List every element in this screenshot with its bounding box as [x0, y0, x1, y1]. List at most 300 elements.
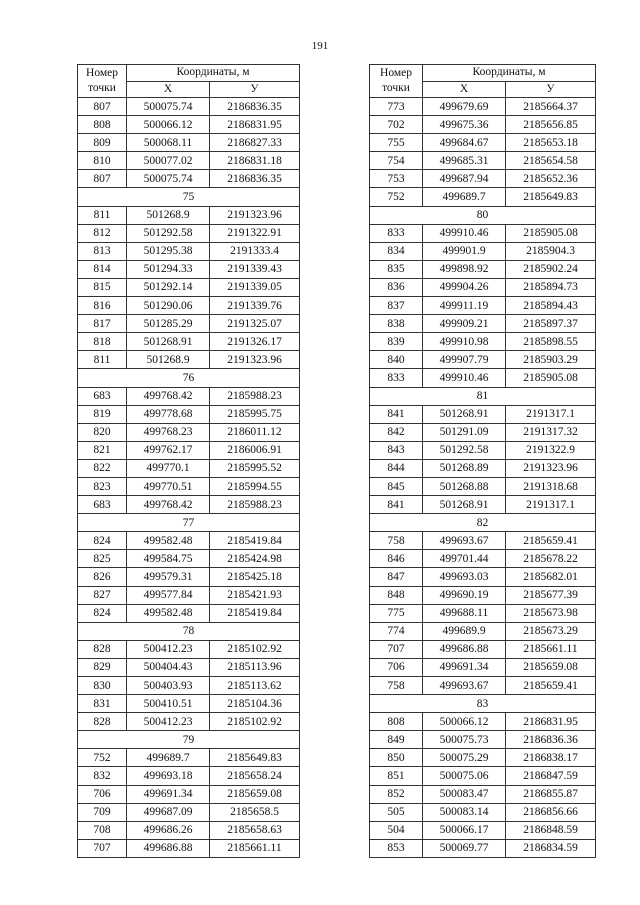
point-number-cell: 844 [370, 459, 423, 477]
y-coordinate-cell: 2185673.29 [506, 622, 596, 640]
x-coordinate-cell: 499909.21 [423, 315, 506, 333]
point-number-cell: 775 [370, 604, 423, 622]
y-coordinate-cell: 2185424.98 [210, 550, 300, 568]
point-number-cell: 829 [78, 658, 127, 676]
x-coordinate-cell: 499689.9 [423, 622, 506, 640]
y-coordinate-cell: 2186827.33 [210, 134, 300, 152]
table-row [370, 98, 596, 116]
point-number-cell: 683 [78, 496, 127, 514]
x-coordinate-cell: 499904.26 [423, 278, 506, 296]
point-number-cell: 706 [78, 785, 127, 803]
x-coordinate-cell: 499768.42 [127, 387, 210, 405]
table-row [370, 459, 596, 477]
table-row [370, 767, 596, 785]
table-row [78, 839, 300, 857]
section-row [78, 622, 300, 640]
x-coordinate-cell: 500075.73 [423, 731, 506, 749]
point-number-cell: 828 [78, 713, 127, 731]
table-row [78, 640, 300, 658]
table-row [370, 731, 596, 749]
point-number-cell: 836 [370, 278, 423, 296]
section-number: 82 [370, 514, 596, 532]
table-row [78, 116, 300, 134]
y-coordinate-cell: 2185894.73 [506, 278, 596, 296]
table-row [370, 116, 596, 134]
point-number-header-line2: точки [88, 82, 116, 94]
point-number-header-line2: точки [382, 82, 410, 94]
y-column-header: У [506, 81, 596, 98]
y-coordinate-cell: 2191322.91 [210, 224, 300, 242]
section-number: 80 [370, 206, 596, 224]
table-row [370, 677, 596, 695]
point-number-header-line1: Номер [380, 67, 412, 79]
coordinates-header: Координаты, м [423, 65, 596, 82]
x-coordinate-cell: 499907.79 [423, 351, 506, 369]
table-row [370, 568, 596, 586]
table-row [78, 767, 300, 785]
point-number-header-line1: Номер [86, 67, 118, 79]
x-coordinate-cell: 499689.7 [127, 749, 210, 767]
point-number-cell: 845 [370, 477, 423, 495]
y-coordinate-cell: 2185102.92 [210, 713, 300, 731]
x-coordinate-cell: 499689.7 [423, 188, 506, 206]
table-row [78, 586, 300, 604]
table-row [78, 568, 300, 586]
point-number-cell: 814 [78, 260, 127, 278]
x-coordinate-cell: 499687.09 [127, 803, 210, 821]
y-coordinate-cell: 2185649.83 [506, 188, 596, 206]
table-row [78, 477, 300, 495]
point-number-cell: 840 [370, 351, 423, 369]
point-number-cell: 830 [78, 677, 127, 695]
table-row [370, 224, 596, 242]
table-row [78, 658, 300, 676]
x-coordinate-cell: 500075.06 [423, 767, 506, 785]
y-coordinate-cell: 2185664.37 [506, 98, 596, 116]
table-row [370, 803, 596, 821]
y-coordinate-cell: 2186836.35 [210, 170, 300, 188]
table-row [370, 351, 596, 369]
page-number: 191 [311, 40, 329, 52]
section-row [78, 514, 300, 532]
point-number-cell: 810 [78, 152, 127, 170]
table-row [370, 586, 596, 604]
table-row [78, 441, 300, 459]
x-coordinate-cell: 499679.69 [423, 98, 506, 116]
y-coordinate-cell: 2191339.05 [210, 278, 300, 296]
point-number-header [78, 65, 127, 98]
table-row [370, 315, 596, 333]
table-row [78, 333, 300, 351]
y-coordinate-cell: 2191326.17 [210, 333, 300, 351]
point-number-cell: 834 [370, 242, 423, 260]
table-row [78, 170, 300, 188]
table-row [78, 496, 300, 514]
table-row [370, 297, 596, 315]
table-body [78, 98, 300, 858]
x-coordinate-cell: 501268.9 [127, 206, 210, 224]
section-number: 83 [370, 695, 596, 713]
y-coordinate-cell: 2185682.01 [506, 568, 596, 586]
y-coordinate-cell: 2186831.95 [210, 116, 300, 134]
y-coordinate-cell: 2191318.68 [506, 477, 596, 495]
x-coordinate-cell: 500075.29 [423, 749, 506, 767]
y-coordinate-cell: 2185988.23 [210, 496, 300, 514]
table-row [370, 188, 596, 206]
section-row [370, 695, 596, 713]
table-row [370, 604, 596, 622]
y-coordinate-cell: 2186831.95 [506, 713, 596, 731]
point-number-cell: 758 [370, 677, 423, 695]
section-number: 78 [78, 622, 300, 640]
table-row [370, 477, 596, 495]
table-row [370, 821, 596, 839]
y-coordinate-cell: 2185677.39 [506, 586, 596, 604]
point-number-cell: 816 [78, 297, 127, 315]
y-coordinate-cell: 2185658.63 [210, 821, 300, 839]
point-number-cell: 753 [370, 170, 423, 188]
point-number-cell: 754 [370, 152, 423, 170]
point-number-header [370, 65, 423, 98]
x-coordinate-cell: 501268.9 [127, 351, 210, 369]
table-row [370, 369, 596, 387]
x-coordinate-cell: 499693.03 [423, 568, 506, 586]
x-column-header: X [423, 81, 506, 98]
table-row [78, 297, 300, 315]
point-number-cell: 850 [370, 749, 423, 767]
point-number-cell: 820 [78, 423, 127, 441]
x-column-header: X [127, 81, 210, 98]
x-coordinate-cell: 501295.38 [127, 242, 210, 260]
table-row [78, 749, 300, 767]
y-coordinate-cell: 2185903.29 [506, 351, 596, 369]
y-coordinate-cell: 2185673.98 [506, 604, 596, 622]
x-coordinate-cell: 501290.06 [127, 297, 210, 315]
y-coordinate-cell: 2185653.18 [506, 134, 596, 152]
x-coordinate-cell: 499701.44 [423, 550, 506, 568]
coordinates-table-left [77, 64, 300, 858]
point-number-cell: 838 [370, 315, 423, 333]
y-coordinate-cell: 2186848.59 [506, 821, 596, 839]
y-coordinate-cell: 2185659.41 [506, 532, 596, 550]
point-number-cell: 843 [370, 441, 423, 459]
y-coordinate-cell: 2185659.08 [210, 785, 300, 803]
table-row [370, 152, 596, 170]
y-coordinate-cell: 2186855.87 [506, 785, 596, 803]
y-coordinate-cell: 2185654.58 [506, 152, 596, 170]
y-coordinate-cell: 2185113.62 [210, 677, 300, 695]
y-coordinate-cell: 2185995.75 [210, 405, 300, 423]
x-coordinate-cell: 499768.42 [127, 496, 210, 514]
x-coordinate-cell: 499691.34 [423, 658, 506, 676]
x-coordinate-cell: 499901.9 [423, 242, 506, 260]
table-row [78, 387, 300, 405]
point-number-cell: 835 [370, 260, 423, 278]
x-coordinate-cell: 499577.84 [127, 586, 210, 604]
section-row [370, 206, 596, 224]
table-row [370, 134, 596, 152]
x-coordinate-cell: 499691.34 [127, 785, 210, 803]
y-coordinate-cell: 2185661.11 [210, 839, 300, 857]
x-coordinate-cell: 500066.12 [127, 116, 210, 134]
y-coordinate-cell: 2185995.52 [210, 459, 300, 477]
table-row [78, 550, 300, 568]
y-coordinate-cell: 2185994.55 [210, 477, 300, 495]
x-coordinate-cell: 499684.67 [423, 134, 506, 152]
point-number-cell: 811 [78, 206, 127, 224]
x-coordinate-cell: 499687.94 [423, 170, 506, 188]
point-number-cell: 818 [78, 333, 127, 351]
x-coordinate-cell: 499690.19 [423, 586, 506, 604]
coordinates-table-right [369, 64, 596, 858]
point-number-cell: 812 [78, 224, 127, 242]
y-coordinate-cell: 2185652.36 [506, 170, 596, 188]
x-coordinate-cell: 500404.43 [127, 658, 210, 676]
y-coordinate-cell: 2186011.12 [210, 423, 300, 441]
point-number-cell: 774 [370, 622, 423, 640]
y-coordinate-cell: 2185649.83 [210, 749, 300, 767]
x-coordinate-cell: 501292.58 [423, 441, 506, 459]
table-row [370, 532, 596, 550]
point-number-cell: 808 [370, 713, 423, 731]
x-coordinate-cell: 499579.31 [127, 568, 210, 586]
table-row [78, 315, 300, 333]
table-row [370, 441, 596, 459]
table-row [78, 98, 300, 116]
table-row [370, 333, 596, 351]
x-coordinate-cell: 499898.92 [423, 260, 506, 278]
point-number-cell: 841 [370, 405, 423, 423]
table-row [370, 170, 596, 188]
point-number-cell: 828 [78, 640, 127, 658]
table-row [370, 405, 596, 423]
y-coordinate-cell: 2185661.11 [506, 640, 596, 658]
y-coordinate-cell: 2191339.43 [210, 260, 300, 278]
table-row [78, 695, 300, 713]
table-row [78, 459, 300, 477]
point-number-cell: 752 [370, 188, 423, 206]
point-number-cell: 815 [78, 278, 127, 296]
y-coordinate-cell: 2185419.84 [210, 532, 300, 550]
table-row [78, 278, 300, 296]
x-coordinate-cell: 499693.67 [423, 677, 506, 695]
point-number-cell: 504 [370, 821, 423, 839]
y-coordinate-cell: 2185421.93 [210, 586, 300, 604]
y-coordinate-cell: 2191325.07 [210, 315, 300, 333]
table-row [370, 839, 596, 857]
y-coordinate-cell: 2185897.37 [506, 315, 596, 333]
point-number-cell: 824 [78, 532, 127, 550]
point-number-cell: 831 [78, 695, 127, 713]
point-number-cell: 755 [370, 134, 423, 152]
point-number-cell: 707 [78, 839, 127, 857]
point-number-cell: 853 [370, 839, 423, 857]
x-coordinate-cell: 499910.46 [423, 369, 506, 387]
point-number-cell: 851 [370, 767, 423, 785]
y-coordinate-cell: 2186847.59 [506, 767, 596, 785]
y-coordinate-cell: 2185988.23 [210, 387, 300, 405]
y-coordinate-cell: 2191317.1 [506, 496, 596, 514]
section-number: 77 [78, 514, 300, 532]
table-row [78, 604, 300, 622]
y-coordinate-cell: 2186836.36 [506, 731, 596, 749]
table-row [370, 640, 596, 658]
x-coordinate-cell: 500075.74 [127, 170, 210, 188]
table-row [370, 785, 596, 803]
table-row [78, 532, 300, 550]
x-coordinate-cell: 499693.18 [127, 767, 210, 785]
point-number-cell: 848 [370, 586, 423, 604]
x-coordinate-cell: 499693.67 [423, 532, 506, 550]
table-row [78, 713, 300, 731]
y-coordinate-cell: 2185894.43 [506, 297, 596, 315]
x-coordinate-cell: 501292.14 [127, 278, 210, 296]
section-row [78, 369, 300, 387]
x-coordinate-cell: 501285.29 [127, 315, 210, 333]
point-number-cell: 809 [78, 134, 127, 152]
x-coordinate-cell: 499584.75 [127, 550, 210, 568]
y-coordinate-cell: 2186834.59 [506, 839, 596, 857]
y-coordinate-cell: 2186831.18 [210, 152, 300, 170]
table-row [370, 242, 596, 260]
y-coordinate-cell: 2191322.9 [506, 441, 596, 459]
table-row [370, 423, 596, 441]
x-coordinate-cell: 500066.12 [423, 713, 506, 731]
y-coordinate-cell: 2185659.41 [506, 677, 596, 695]
point-number-cell: 709 [78, 803, 127, 821]
x-coordinate-cell: 500075.74 [127, 98, 210, 116]
point-number-cell: 505 [370, 803, 423, 821]
table-row [78, 405, 300, 423]
table-row [370, 260, 596, 278]
x-coordinate-cell: 501268.91 [423, 496, 506, 514]
x-coordinate-cell: 500077.02 [127, 152, 210, 170]
section-row [78, 731, 300, 749]
x-coordinate-cell: 500069.77 [423, 839, 506, 857]
section-number: 79 [78, 731, 300, 749]
y-coordinate-cell: 2185104.36 [210, 695, 300, 713]
y-coordinate-cell: 2185904.3 [506, 242, 596, 260]
y-coordinate-cell: 2185425.18 [210, 568, 300, 586]
x-coordinate-cell: 499910.98 [423, 333, 506, 351]
point-number-cell: 833 [370, 224, 423, 242]
x-coordinate-cell: 501294.33 [127, 260, 210, 278]
y-coordinate-cell: 2185658.24 [210, 767, 300, 785]
point-number-cell: 807 [78, 170, 127, 188]
x-coordinate-cell: 500068.11 [127, 134, 210, 152]
x-coordinate-cell: 500083.47 [423, 785, 506, 803]
y-coordinate-cell: 2191317.32 [506, 423, 596, 441]
y-coordinate-cell: 2191323.96 [210, 206, 300, 224]
x-coordinate-cell: 500083.14 [423, 803, 506, 821]
point-number-cell: 824 [78, 604, 127, 622]
point-number-cell: 819 [78, 405, 127, 423]
point-number-cell: 822 [78, 459, 127, 477]
table-row [78, 224, 300, 242]
coordinates-header: Координаты, м [127, 65, 300, 82]
point-number-cell: 847 [370, 568, 423, 586]
point-number-cell: 708 [78, 821, 127, 839]
table-row [78, 152, 300, 170]
table-row [370, 550, 596, 568]
x-coordinate-cell: 499675.36 [423, 116, 506, 134]
y-coordinate-cell: 2185419.84 [210, 604, 300, 622]
table-row [370, 658, 596, 676]
point-number-cell: 813 [78, 242, 127, 260]
point-number-cell: 852 [370, 785, 423, 803]
x-coordinate-cell: 499911.19 [423, 297, 506, 315]
x-coordinate-cell: 499686.26 [127, 821, 210, 839]
x-coordinate-cell: 501268.91 [127, 333, 210, 351]
y-coordinate-cell: 2191323.96 [210, 351, 300, 369]
section-number: 76 [78, 369, 300, 387]
y-coordinate-cell: 2186836.35 [210, 98, 300, 116]
y-coordinate-cell: 2191339.76 [210, 297, 300, 315]
table-row [78, 821, 300, 839]
y-coordinate-cell: 2191317.1 [506, 405, 596, 423]
y-coordinate-cell: 2185658.5 [210, 803, 300, 821]
x-coordinate-cell: 499762.17 [127, 441, 210, 459]
x-coordinate-cell: 499910.46 [423, 224, 506, 242]
point-number-cell: 839 [370, 333, 423, 351]
table-body [370, 98, 596, 858]
x-coordinate-cell: 499768.23 [127, 423, 210, 441]
table-row [370, 278, 596, 296]
table-row [78, 242, 300, 260]
y-coordinate-cell: 2186856.66 [506, 803, 596, 821]
x-coordinate-cell: 501268.88 [423, 477, 506, 495]
x-coordinate-cell: 499778.68 [127, 405, 210, 423]
x-coordinate-cell: 499686.88 [423, 640, 506, 658]
point-number-cell: 808 [78, 116, 127, 134]
x-coordinate-cell: 500412.23 [127, 713, 210, 731]
point-number-cell: 833 [370, 369, 423, 387]
point-number-cell: 842 [370, 423, 423, 441]
x-coordinate-cell: 499688.11 [423, 604, 506, 622]
y-coordinate-cell: 2185678.22 [506, 550, 596, 568]
x-coordinate-cell: 501292.58 [127, 224, 210, 242]
point-number-cell: 811 [78, 351, 127, 369]
y-coordinate-cell: 2185659.08 [506, 658, 596, 676]
point-number-cell: 825 [78, 550, 127, 568]
y-column-header: У [210, 81, 300, 98]
point-number-cell: 817 [78, 315, 127, 333]
x-coordinate-cell: 501291.09 [423, 423, 506, 441]
y-coordinate-cell: 2185902.24 [506, 260, 596, 278]
table-row [78, 134, 300, 152]
y-coordinate-cell: 2185102.92 [210, 640, 300, 658]
x-coordinate-cell: 499770.1 [127, 459, 210, 477]
x-coordinate-cell: 501268.91 [423, 405, 506, 423]
y-coordinate-cell: 2186006.91 [210, 441, 300, 459]
x-coordinate-cell: 501268.89 [423, 459, 506, 477]
y-coordinate-cell: 2185656.85 [506, 116, 596, 134]
x-coordinate-cell: 500410.51 [127, 695, 210, 713]
y-coordinate-cell: 2186838.17 [506, 749, 596, 767]
point-number-cell: 752 [78, 749, 127, 767]
y-coordinate-cell: 2185898.55 [506, 333, 596, 351]
x-coordinate-cell: 500412.23 [127, 640, 210, 658]
point-number-cell: 702 [370, 116, 423, 134]
x-coordinate-cell: 499685.31 [423, 152, 506, 170]
point-number-cell: 832 [78, 767, 127, 785]
y-coordinate-cell: 2185905.08 [506, 369, 596, 387]
table-row [370, 496, 596, 514]
point-number-cell: 807 [78, 98, 127, 116]
y-coordinate-cell: 2191333.4 [210, 242, 300, 260]
point-number-cell: 823 [78, 477, 127, 495]
x-coordinate-cell: 499582.48 [127, 604, 210, 622]
